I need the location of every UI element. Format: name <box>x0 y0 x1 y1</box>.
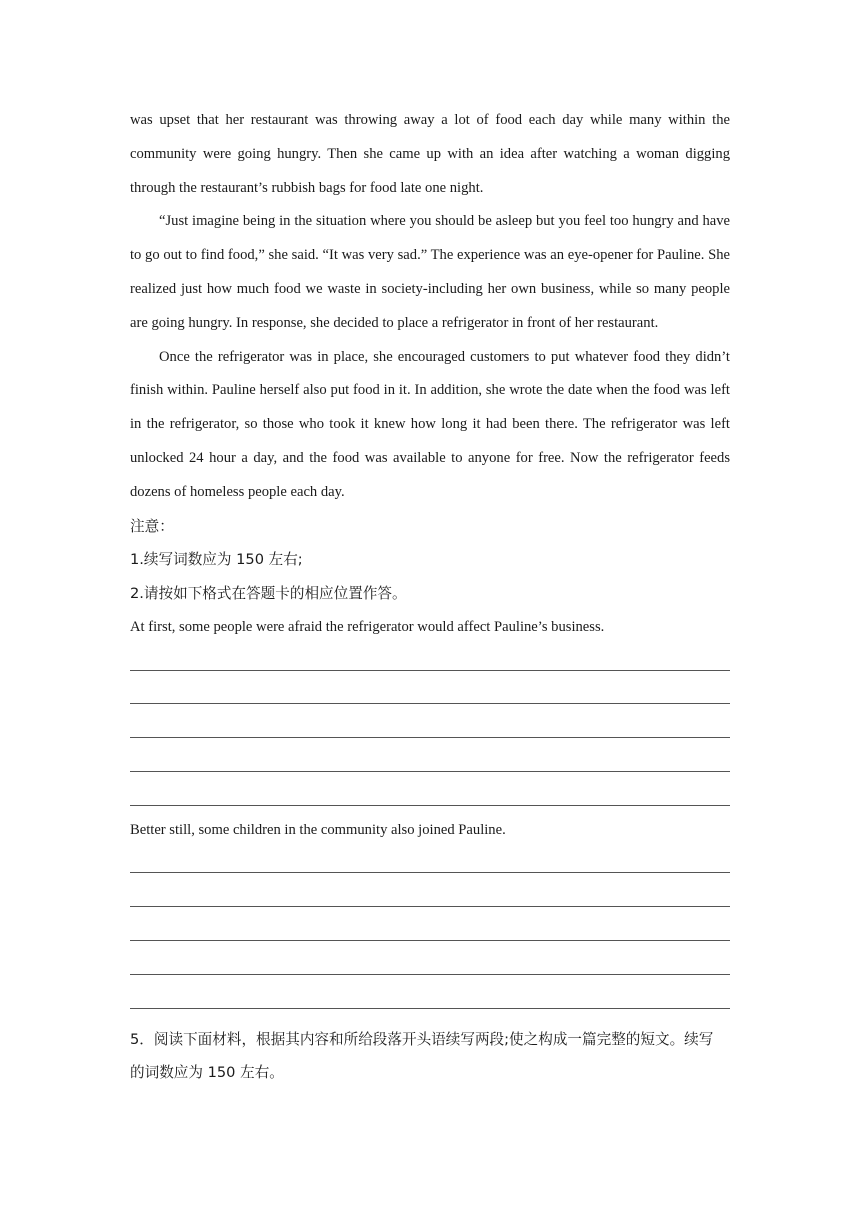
document-page <box>130 104 730 1090</box>
answer-line[interactable] <box>130 915 730 949</box>
answer-line[interactable] <box>130 881 730 915</box>
passage-paragraph-1: was upset that her restaurant was throwing away a lot of food each day while many within the community were going hungry. Then she came up with an idea after watching a woman digging through the restaurant’s rubbish bags for food late one night. <box>130 112 730 196</box>
continuation-prompt-1: At first, some people were afraid the refrigerator would affect Pauline’s business. <box>130 618 605 635</box>
answer-line[interactable] <box>130 712 730 746</box>
continuation-prompt-2: Better still, some children in the community also joined Pauline. <box>130 821 506 838</box>
answer-line[interactable] <box>130 949 730 983</box>
answer-line[interactable] <box>130 983 730 1017</box>
answer-lines-1 <box>130 645 730 814</box>
notes-item-1: 1.续写词数应为 150 左右; <box>130 551 303 569</box>
notes-item-2: 2.请按如下格式在答题卡的相应位置作答。 <box>130 585 407 603</box>
answer-line[interactable] <box>130 780 730 814</box>
notes-heading: 注意： <box>130 517 174 535</box>
answer-line[interactable] <box>130 679 730 713</box>
next-question-line-1: 5．阅读下面材料，根据其内容和所给段落开头语续写两段;使之构成一篇完整的短文。续写 <box>130 1030 714 1048</box>
next-question-line-2: 的词数应为 150 左右。 <box>130 1064 284 1082</box>
answer-line[interactable] <box>130 848 730 882</box>
passage-paragraph-3: Once the refrigerator was in place, she encouraged customers to put whatever food they didn’t finish within. Pauline herself also put food in it. In addition, she wrote the date when the food was left in the refrigerator, so those who took it knew how long it had been there. The refrigerator was left unlocked 24 hour a day, and the food was available to anyone for free. Now the refrigerator feeds dozens of homeless people each day. <box>130 348 730 500</box>
passage-paragraph-2: “Just imagine being in the situation where you should be asleep but you feel too hungry and have to go out to find food,” she said. “It was very sad.” The experience was an eye-opener for Pauline. She realized just how much food we waste in society-including her own business, while so many people are going hungry. In response, she decided to place a refrigerator in front of her restaurant. <box>130 213 730 331</box>
answer-line[interactable] <box>130 645 730 679</box>
answer-lines-2 <box>130 848 730 1017</box>
answer-line[interactable] <box>130 746 730 780</box>
